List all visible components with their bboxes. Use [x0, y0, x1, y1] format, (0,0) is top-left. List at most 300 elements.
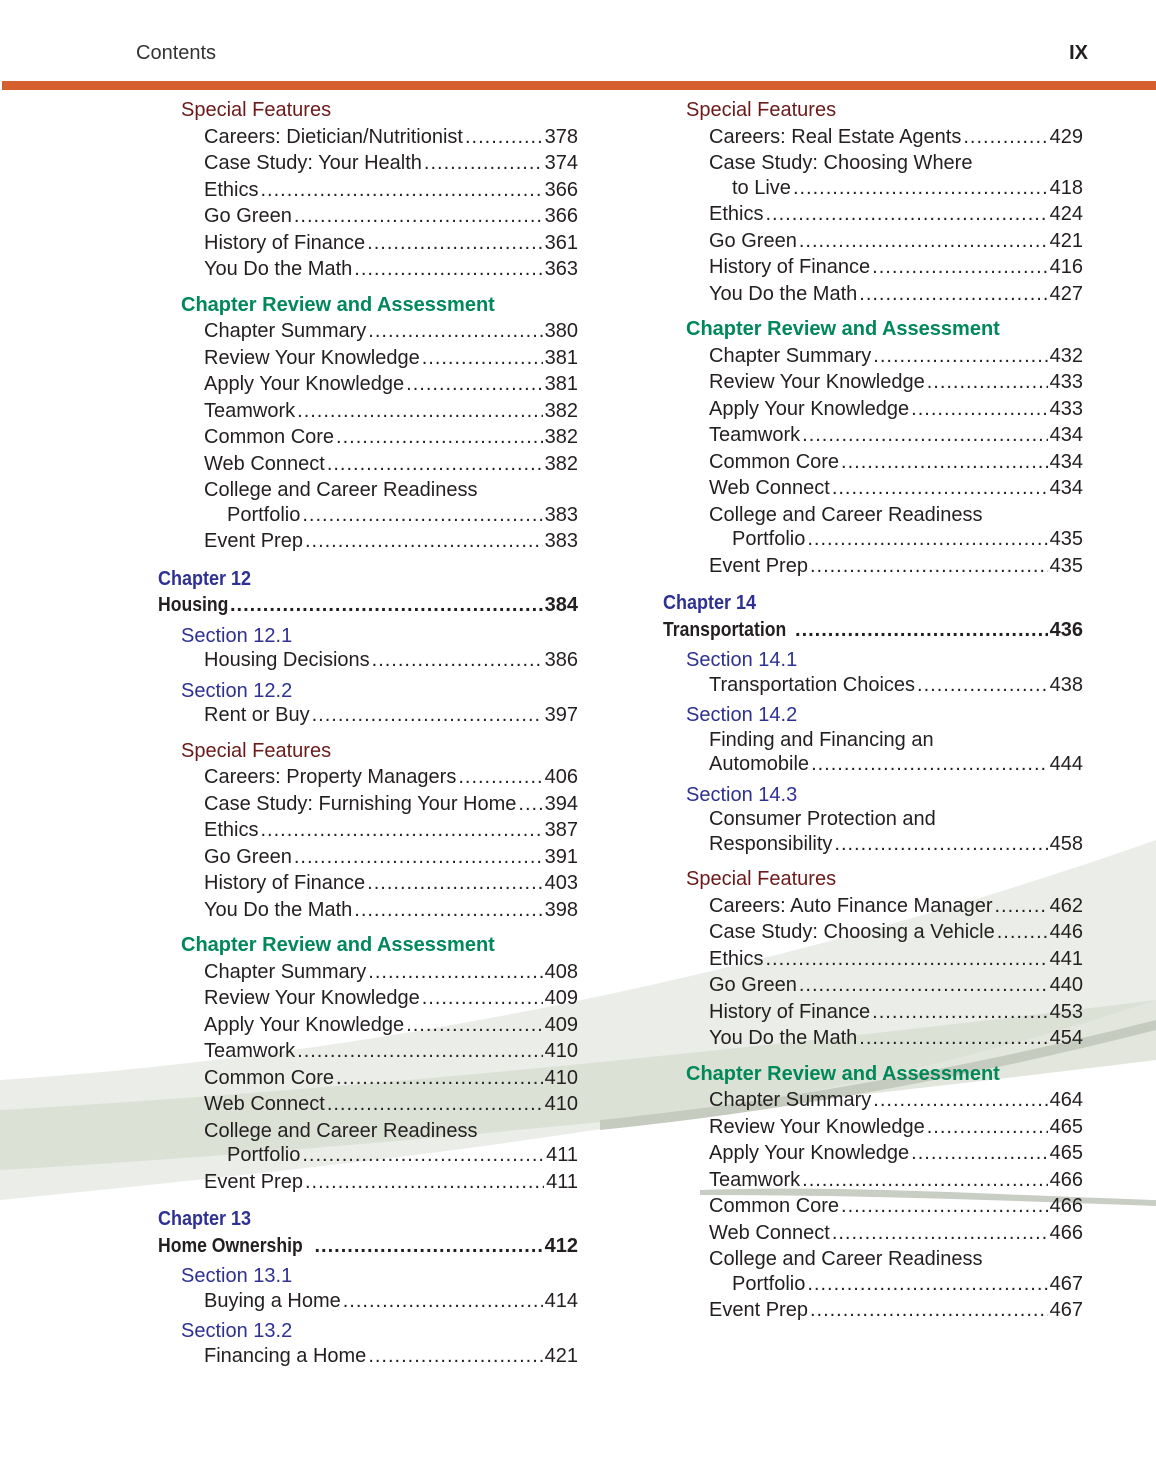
toc-item [663, 1246, 1083, 1273]
dot-leader [963, 124, 1047, 151]
toc-entry-label: Chapter Review and Assessment [181, 293, 495, 316]
toc-page-number: 435 [1049, 554, 1083, 577]
toc-page-number: 464 [1049, 1089, 1083, 1111]
toc-page-number: 383 [544, 530, 578, 552]
toc-entry-label: Transportation Choices [709, 673, 916, 696]
toc-entry-label: Event Prep [709, 1299, 808, 1321]
toc-page-number: 435 [1049, 528, 1083, 550]
toc-page-number: 446 [1049, 921, 1083, 943]
toc-page-number: 466 [1049, 1168, 1083, 1191]
toc-entry-label: Careers: Real Estate Agents [709, 125, 962, 148]
dot-leader [859, 281, 1047, 308]
toc-entry-label: Financing a Home [204, 1344, 367, 1367]
toc-entry-label: Portfolio [732, 528, 806, 550]
toc-section [663, 782, 1083, 809]
dot-leader [305, 1169, 544, 1196]
toc-entry-label: Apply Your Knowledge [204, 1013, 405, 1036]
toc-entry-label: You Do the Math [709, 282, 858, 305]
toc-item[interactable] [158, 897, 578, 924]
toc-page-number: 465 [1049, 1142, 1083, 1164]
toc-page-number: 414 [544, 1289, 578, 1312]
toc-page-number: 440 [1049, 974, 1083, 996]
toc-entry-label: Ethics [709, 947, 764, 970]
toc-page-number: 467 [1049, 1299, 1083, 1321]
dot-leader [302, 502, 542, 529]
toc-entry-label: Section 12.1 [181, 624, 293, 647]
toc-entry-label: Review Your Knowledge [709, 1115, 925, 1138]
toc-item[interactable] [158, 177, 578, 204]
toc-entry-label: Go Green [709, 229, 797, 252]
toc-item[interactable] [663, 449, 1083, 476]
toc-section [158, 1263, 578, 1290]
toc-entry-label: Event Prep [709, 554, 808, 577]
toc-entry-label: Special Features [181, 99, 332, 121]
toc-item[interactable] [158, 528, 578, 555]
dot-leader [465, 124, 543, 151]
toc-page-number: 421 [544, 1344, 578, 1367]
toc-cont[interactable] [663, 526, 1083, 553]
dot-leader [911, 396, 1047, 423]
toc-entry-label: Careers: Property Managers [204, 766, 457, 788]
toc-item[interactable] [158, 124, 578, 151]
toc-item[interactable] [663, 946, 1083, 973]
toc-item[interactable] [663, 422, 1083, 449]
toc-entry-label: Web Connect [709, 1221, 830, 1244]
toc-chapter [158, 566, 536, 593]
toc-entry-label: You Do the Math [204, 258, 353, 280]
toc-entry-label: Web Connect [709, 477, 830, 499]
toc-entry-label: College and Career Readiness [204, 479, 478, 501]
toc-entry-label: You Do the Math [709, 1027, 858, 1049]
toc-page-number: 410 [544, 1093, 578, 1115]
toc-item[interactable] [158, 1065, 578, 1092]
toc-group [158, 738, 578, 765]
toc-entry-label: Apply Your Knowledge [709, 1142, 910, 1164]
toc-item[interactable] [158, 959, 578, 986]
toc-entry-label: Responsibility [709, 832, 833, 855]
toc-page-number: 421 [1049, 229, 1083, 252]
toc-item[interactable] [663, 228, 1083, 255]
dot-leader [354, 256, 542, 283]
toc-page-number: 391 [544, 845, 578, 868]
toc-column-left [158, 97, 578, 1369]
toc-entry-label: Chapter 12 [158, 567, 252, 590]
toc-item[interactable] [663, 972, 1083, 999]
toc-page-number: 410 [544, 1040, 578, 1062]
toc-entry-label: Ethics [204, 819, 259, 841]
dot-leader [802, 422, 1047, 449]
toc-cont[interactable] [158, 502, 578, 529]
toc-entry-label: Teamwork [204, 399, 296, 422]
toc-entry-label: Web Connect [204, 452, 325, 475]
toc-secitem[interactable] [158, 1288, 578, 1315]
toc-cont[interactable] [158, 1142, 578, 1169]
toc-page-number: 441 [1049, 947, 1083, 970]
toc-page-number: 434 [1049, 450, 1083, 473]
toc-section [158, 678, 578, 705]
toc-entry-label: Review Your Knowledge [204, 346, 420, 369]
toc-section [158, 623, 578, 650]
toc-page-number: 383 [544, 503, 578, 526]
toc-entry-label: Chapter Summary [709, 344, 872, 367]
dot-leader [872, 254, 1047, 281]
toc-page-number: 466 [1049, 1195, 1083, 1217]
toc-item[interactable] [158, 1012, 578, 1039]
toc-item[interactable] [158, 764, 578, 791]
toc-item[interactable] [663, 369, 1083, 396]
toc-page-number: 444 [1049, 753, 1083, 775]
toc-item[interactable] [663, 281, 1083, 308]
toc-entry-label: Go Green [709, 974, 797, 996]
toc-page-number: 434 [1049, 424, 1083, 446]
dot-leader [810, 553, 1048, 580]
toc-page-number: 429 [1049, 125, 1083, 148]
toc-section [663, 702, 1083, 729]
toc-entry-label: Review Your Knowledge [709, 371, 925, 393]
toc-entry-label: Event Prep [204, 530, 303, 552]
toc-entry-label: Chapter Summary [709, 1089, 872, 1111]
toc-entry-label: Finding and Financing an [709, 728, 934, 751]
toc-entry-label: Portfolio [227, 503, 301, 526]
dot-leader [312, 702, 543, 729]
dot-leader [995, 893, 1048, 920]
toc-entry-label: Go Green [204, 205, 292, 227]
toc-page-number: 458 [1049, 832, 1083, 855]
toc-entry-label: Automobile [709, 753, 810, 775]
dot-leader [841, 449, 1048, 476]
dot-leader [458, 764, 542, 791]
toc-entry-label: Review Your Knowledge [204, 987, 420, 1009]
toc-item[interactable] [663, 396, 1083, 423]
toc-entry-label: Go Green [204, 845, 292, 868]
toc-entry-label: Event Prep [204, 1170, 303, 1193]
dot-leader [260, 817, 542, 844]
toc-item[interactable] [158, 230, 578, 257]
accent-bar [2, 81, 1156, 90]
dot-leader [422, 345, 543, 372]
toc-page-number: 382 [544, 426, 578, 448]
toc-page-number: 403 [544, 872, 578, 894]
toc-entry-label: Chapter Summary [204, 960, 367, 983]
toc-item[interactable] [158, 398, 578, 425]
toc-item[interactable] [158, 371, 578, 398]
toc-review [158, 932, 578, 959]
toc-entry-label: Teamwork [204, 1040, 296, 1062]
toc-item[interactable] [158, 1091, 578, 1118]
toc-chapter [663, 590, 1041, 617]
toc-item[interactable] [158, 150, 578, 177]
toc-secitem [663, 806, 1083, 833]
dot-leader [305, 528, 543, 555]
dot-leader [518, 791, 542, 818]
toc-entry-label: Teamwork [709, 1168, 801, 1191]
toc-page-number: 438 [1049, 673, 1083, 696]
toc-page-number: 408 [544, 960, 578, 983]
toc-page-number: 411 [546, 1170, 578, 1193]
toc-entry-label: Home Ownership [158, 1234, 303, 1257]
dot-leader [927, 369, 1048, 396]
toc-item[interactable] [663, 1140, 1083, 1167]
toc-entry-label: History of Finance [709, 256, 871, 278]
toc-page-number: 466 [1049, 1221, 1083, 1244]
dot-leader [795, 617, 1048, 644]
dot-leader [765, 201, 1047, 228]
toc-entry-label: Special Features [686, 99, 837, 121]
toc-page-number: 387 [544, 819, 578, 841]
toc-entry-label: Careers: Dietician/Nutritionist [204, 125, 463, 148]
dot-leader [294, 844, 543, 871]
dot-leader [832, 475, 1048, 502]
toc-entry-label: Ethics [709, 203, 764, 225]
toc-page-number: 465 [1049, 1115, 1083, 1138]
toc-section [663, 647, 1083, 674]
toc-entry-label: Common Core [204, 1066, 335, 1089]
toc-entry-label: Chapter Review and Assessment [686, 1062, 1000, 1085]
toc-entry-label: Chapter Review and Assessment [686, 318, 1000, 340]
dot-leader [230, 592, 543, 619]
dot-leader [406, 1012, 542, 1039]
toc-item[interactable] [158, 1169, 578, 1196]
toc-page-number: 462 [1049, 894, 1083, 917]
toc-page-number: 406 [544, 766, 578, 788]
toc-entry-label: Case Study: Your Health [204, 152, 422, 174]
toc-item[interactable] [663, 999, 1083, 1026]
toc-item[interactable] [663, 475, 1083, 502]
toc-secitem [663, 727, 1083, 754]
dot-leader [799, 228, 1048, 255]
toc-column-right [663, 97, 1083, 1324]
dot-leader [368, 959, 542, 986]
dot-leader [810, 1297, 1048, 1324]
toc-page-number: 394 [544, 792, 578, 815]
toc-item [663, 502, 1083, 529]
toc-item[interactable] [663, 201, 1083, 228]
dot-leader [873, 343, 1047, 370]
toc-review [663, 316, 1083, 343]
dot-leader [424, 150, 543, 177]
toc-entry-label: Section 14.1 [686, 649, 798, 671]
dot-leader [422, 985, 543, 1012]
toc-entry-label: Section 14.3 [686, 783, 798, 806]
toc-page-number: 432 [1049, 344, 1083, 367]
toc-page-number: 363 [544, 258, 578, 280]
toc-page-number: 384 [544, 594, 578, 616]
toc-item[interactable] [663, 1167, 1083, 1194]
toc-item[interactable] [663, 343, 1083, 370]
dot-leader [367, 870, 542, 897]
toc-item[interactable] [663, 254, 1083, 281]
toc-entry-label: Case Study: Choosing Where [709, 152, 973, 174]
toc-item [663, 150, 1083, 177]
toc-item[interactable] [158, 424, 578, 451]
toc-page-number: 427 [1049, 282, 1083, 305]
toc-item[interactable] [663, 919, 1083, 946]
toc-page-number: 433 [1049, 397, 1083, 420]
toc-cont2[interactable] [663, 831, 1083, 858]
dot-leader [367, 230, 542, 257]
toc-secitem[interactable] [158, 647, 578, 674]
toc-item[interactable] [663, 1220, 1083, 1247]
toc-entry-label: Teamwork [709, 424, 801, 446]
toc-item[interactable] [663, 893, 1083, 920]
dot-leader [793, 175, 1048, 202]
toc-page-number: 424 [1049, 203, 1083, 225]
dot-leader [997, 919, 1048, 946]
toc-item[interactable] [663, 553, 1083, 580]
dot-leader [297, 1038, 542, 1065]
toc-item[interactable] [158, 844, 578, 871]
dot-leader [802, 1167, 1047, 1194]
dot-leader [302, 1142, 544, 1169]
toc-review [663, 1061, 1083, 1088]
toc-entry-label: Special Features [181, 739, 332, 762]
dot-leader [372, 647, 543, 674]
toc-entry-label: College and Career Readiness [204, 1119, 478, 1142]
toc-item[interactable] [663, 124, 1083, 151]
toc-entry-label: Buying a Home [204, 1289, 341, 1312]
dot-leader [336, 424, 543, 451]
toc-entry-label: Rent or Buy [204, 704, 310, 726]
dot-leader [873, 1087, 1047, 1114]
dot-leader [343, 1288, 543, 1315]
page-number: IX [1069, 42, 1088, 64]
toc-entry-label: Section 13.2 [181, 1320, 293, 1342]
toc-page-number: 382 [544, 399, 578, 422]
toc-item[interactable] [158, 203, 578, 230]
dot-leader [807, 526, 1047, 553]
toc-entry-label: History of Finance [204, 872, 366, 894]
dot-leader [834, 831, 1047, 858]
dot-leader [260, 177, 542, 204]
toc-item [158, 477, 578, 504]
toc-page-number: 380 [544, 320, 578, 342]
toc-entry-label: Portfolio [227, 1144, 301, 1166]
dot-leader [807, 1271, 1047, 1298]
toc-group [663, 866, 1083, 893]
toc-entry-label: Section 14.2 [686, 704, 798, 726]
dot-leader [841, 1193, 1048, 1220]
toc-entry-label: Section 12.2 [181, 679, 293, 702]
toc-entry-label: Chapter Summary [204, 320, 367, 342]
toc-item[interactable] [663, 1087, 1083, 1114]
toc-page-number: 409 [544, 987, 578, 1009]
toc-page-number: 453 [1049, 1000, 1083, 1023]
dot-leader [832, 1220, 1048, 1247]
toc-entry-label: Ethics [204, 178, 259, 201]
toc-entry-label: Chapter 13 [158, 1208, 252, 1230]
toc-chtitle[interactable] [663, 617, 1083, 644]
toc-entry-label: Case Study: Furnishing Your Home [204, 792, 517, 815]
toc-page-number: 378 [544, 125, 578, 148]
toc-item[interactable] [663, 1114, 1083, 1141]
dot-leader [872, 999, 1047, 1026]
toc-entry-label: History of Finance [709, 1000, 871, 1023]
toc-entry-label: Housing [158, 594, 229, 616]
toc-page-number: 412 [544, 1234, 578, 1257]
dot-leader [368, 318, 542, 345]
toc-review [158, 292, 578, 319]
toc-page-number: 418 [1049, 176, 1083, 199]
toc-page-number: 409 [544, 1013, 578, 1036]
toc-entry-label: History of Finance [204, 231, 366, 254]
toc-cont[interactable] [663, 175, 1083, 202]
toc-page-number: 374 [544, 152, 578, 174]
dot-leader [354, 897, 542, 924]
toc-item[interactable] [158, 985, 578, 1012]
dot-leader [327, 451, 543, 478]
toc-page-number: 386 [544, 649, 578, 671]
toc-item[interactable] [158, 451, 578, 478]
toc-page-number: 436 [1049, 618, 1083, 641]
toc-entry-label: Web Connect [204, 1093, 325, 1115]
toc-page-number: 397 [544, 704, 578, 726]
toc-entry-label: Special Features [686, 868, 837, 890]
toc-secitem[interactable] [158, 1343, 578, 1370]
toc-item[interactable] [158, 791, 578, 818]
toc-chtitle[interactable] [158, 1233, 578, 1260]
toc-cont[interactable] [663, 1271, 1083, 1298]
toc-entry-label: Case Study: Choosing a Vehicle [709, 921, 995, 943]
toc-item[interactable] [158, 870, 578, 897]
dot-leader [294, 203, 543, 230]
toc-secitem[interactable] [663, 672, 1083, 699]
toc-entry-label: Apply Your Knowledge [709, 397, 910, 420]
toc-chapter [158, 1206, 536, 1233]
dot-leader [314, 1233, 542, 1260]
dot-leader [811, 751, 1048, 778]
toc-item[interactable] [158, 318, 578, 345]
toc-item[interactable] [663, 1193, 1083, 1220]
toc-item[interactable] [158, 256, 578, 283]
toc-page-number: 467 [1049, 1272, 1083, 1295]
dot-leader [917, 672, 1048, 699]
toc-item[interactable] [663, 1297, 1083, 1324]
toc-item[interactable] [158, 817, 578, 844]
toc-entry-label: to Live [732, 176, 791, 199]
toc-page-number: 381 [544, 373, 578, 395]
toc-group [663, 97, 1083, 124]
toc-entry-label: Common Core [709, 1195, 840, 1217]
toc-entry-label: Common Core [709, 450, 840, 473]
toc-page-number: 454 [1049, 1027, 1083, 1049]
toc-page-number: 398 [544, 898, 578, 921]
toc-entry-label: Transportation [663, 618, 787, 641]
toc-chtitle[interactable] [158, 592, 578, 619]
toc-entry-label: College and Career Readiness [709, 503, 983, 526]
toc-page-number: 433 [1049, 371, 1083, 393]
toc-entry-label: You Do the Math [204, 898, 353, 921]
toc-item[interactable] [663, 1025, 1083, 1052]
toc-page-number: 410 [544, 1066, 578, 1089]
dot-leader [406, 371, 542, 398]
dot-leader [327, 1091, 543, 1118]
toc-secitem[interactable] [158, 702, 578, 729]
toc-entry-label: Housing Decisions [204, 649, 370, 671]
dot-leader [368, 1343, 542, 1370]
toc-page-number: 382 [544, 452, 578, 475]
toc-page-number: 366 [544, 205, 578, 227]
dot-leader [859, 1025, 1047, 1052]
toc-cont2[interactable] [663, 751, 1083, 778]
toc-item[interactable] [158, 1038, 578, 1065]
toc-page-number: 434 [1049, 477, 1083, 499]
toc-item[interactable] [158, 345, 578, 372]
toc-page-number: 381 [544, 346, 578, 369]
dot-leader [336, 1065, 543, 1092]
toc-entry-label: Common Core [204, 426, 335, 448]
toc-page-number: 411 [546, 1144, 578, 1166]
toc-page-number: 416 [1049, 256, 1083, 278]
